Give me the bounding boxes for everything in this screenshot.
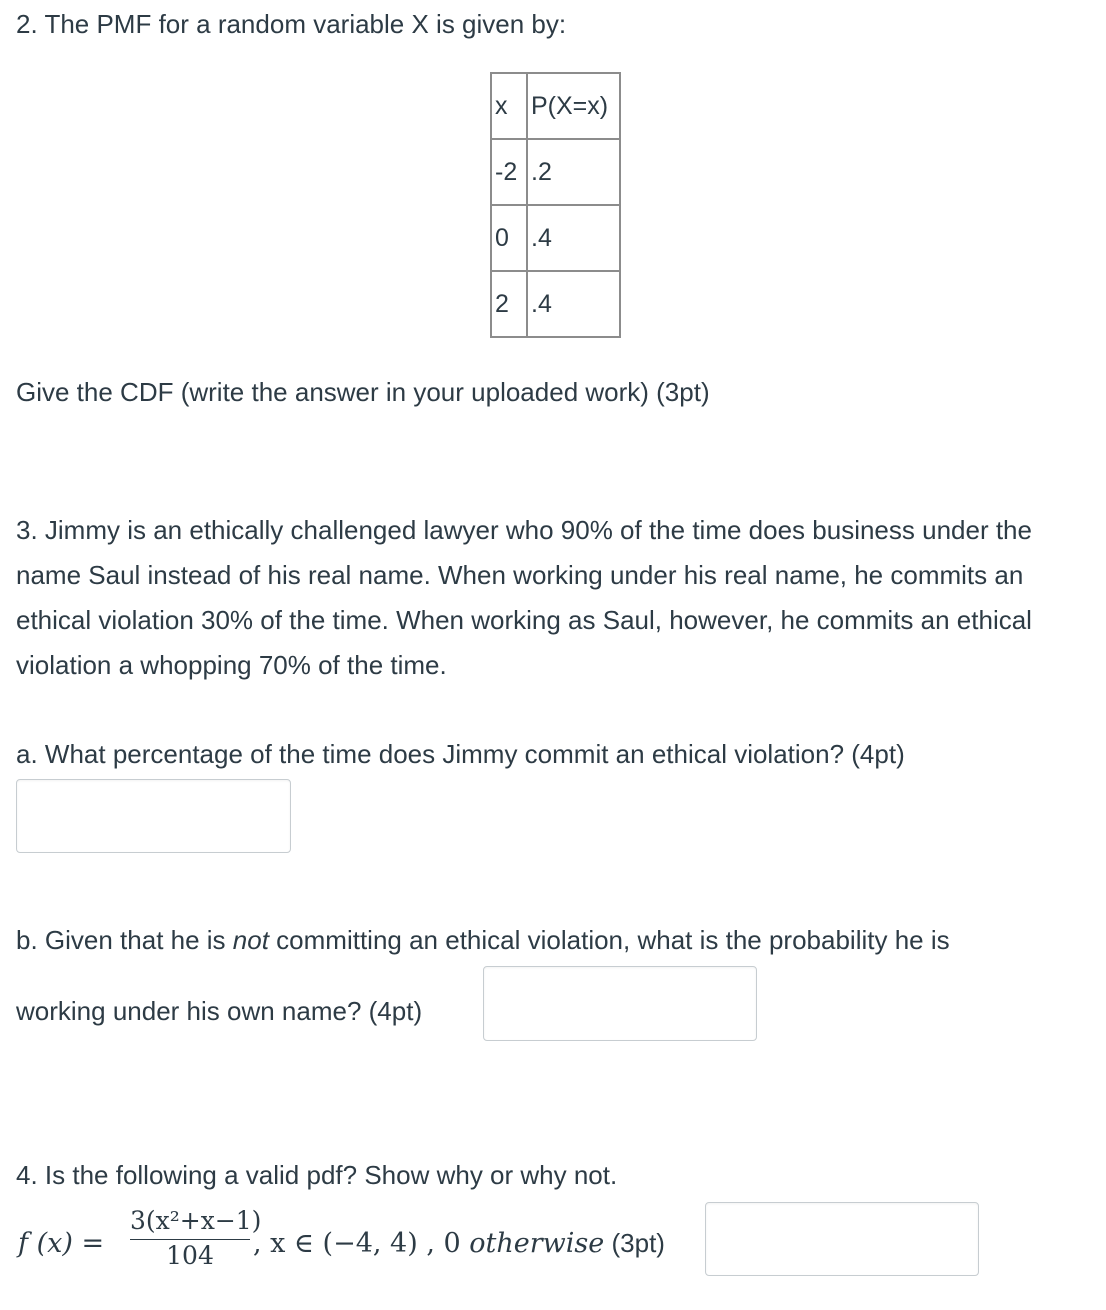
table-header-px: P(X=x) (527, 73, 620, 139)
q4-numerator: 3(x²+x−1) (130, 1206, 262, 1235)
table-header-row (491, 73, 620, 139)
table-cell: 0 (491, 205, 527, 271)
q4-domain (253, 1228, 665, 1259)
table-row (491, 205, 620, 271)
q4-domain-text: , x ∈ (−4, 4) , 0 (253, 1228, 461, 1259)
q4-prompt: 4. Is the following a valid pdf? Show why or why not. (16, 1160, 618, 1190)
table-cell: .4 (527, 271, 620, 337)
q4-otherwise: otherwise (469, 1228, 605, 1259)
table-cell: 2 (491, 271, 527, 337)
q3a-prompt: a. What percentage of the time does Jimmy commit an ethical violation? (4pt) (16, 739, 905, 769)
q3b-text-2: committing an ethical violation, what is the probability he is (268, 925, 950, 955)
table-row (491, 271, 620, 337)
table-cell: -2 (491, 139, 527, 205)
q3-text: 3. Jimmy is an ethically challenged lawyer who 90% of the time does business under the name Saul instead of his real name. When working under his real name, he commits an ethical violation 30% of the time. When working as Saul, however, he commits an ethical violation a whopping 70% of the time. (16, 515, 1032, 680)
q3b-emphasis: not (232, 925, 269, 955)
q3b-prompt-line2: working under his own name? (4pt) (16, 996, 423, 1026)
pmf-table (490, 72, 621, 338)
q3a-answer-input[interactable] (16, 779, 291, 853)
q4-function-lhs: f (x) = (18, 1228, 105, 1259)
q3b-answer-input[interactable] (483, 966, 757, 1041)
q2-prompt: 2. The PMF for a random variable X is given by: (16, 9, 567, 39)
q4-points: (3pt) (611, 1228, 665, 1258)
q4-fraction (130, 1205, 262, 1270)
table-row (491, 139, 620, 205)
table-cell: .2 (527, 139, 620, 205)
table-header-x: x (491, 73, 527, 139)
table-cell: .4 (527, 205, 620, 271)
fraction-bar (130, 1239, 250, 1240)
q2-instruction: Give the CDF (write the answer in your uploaded work) (3pt) (16, 377, 710, 407)
q4-answer-input[interactable] (705, 1202, 979, 1276)
q3b-prompt (16, 918, 950, 963)
q3b-text-1: b. Given that he is (16, 925, 233, 955)
q4-denominator: 104 (166, 1241, 214, 1270)
